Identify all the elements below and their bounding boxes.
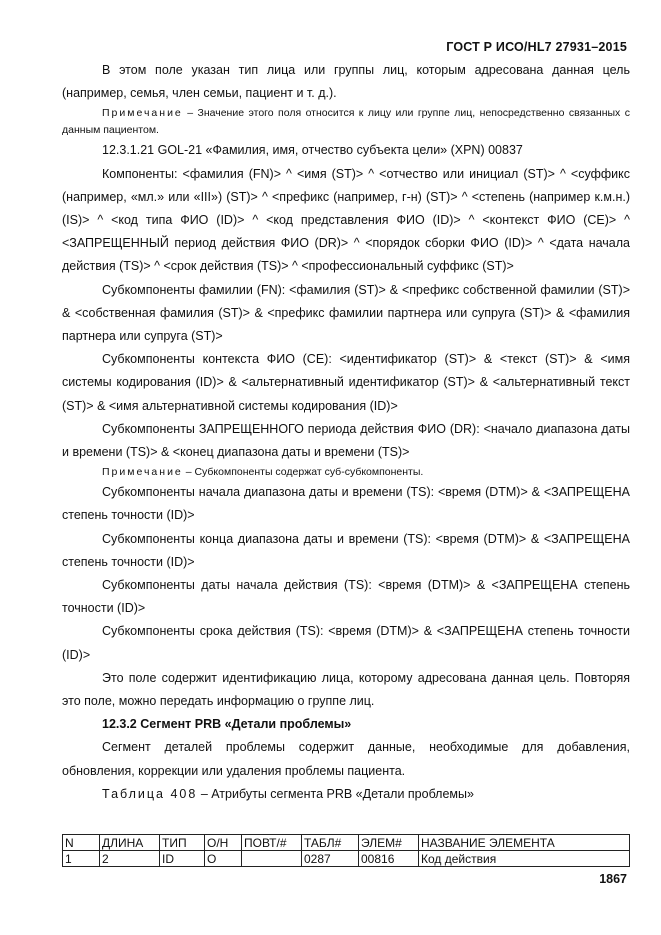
note-text: – Субкомпоненты содержат суб-субкомпоненты.	[182, 466, 424, 479]
paragraph: Субкомпоненты конца диапазона даты и времени (TS): <время (DTM)> & <ЗАПРЕЩЕНА степень точности (ID)>	[62, 531, 630, 569]
page-number: 1867	[599, 872, 627, 886]
table-caption	[62, 783, 630, 806]
section-heading: 12.3.2 Сегмент PRB «Детали проблемы»	[102, 717, 352, 732]
column-header: ПОВТ/#	[242, 835, 302, 851]
column-header: ДЛИНА	[100, 835, 160, 851]
column-header: НАЗВАНИЕ ЭЛЕМЕНТА	[419, 835, 630, 851]
table-cell: О	[205, 851, 242, 867]
paragraph: В этом поле указан тип лица или группы лиц, которым адресована данная цель (например, семья, член семьи, пациент и т. д.).	[62, 63, 630, 101]
table-cell: ID	[160, 851, 205, 867]
column-header: ЭЛЕМ#	[359, 835, 419, 851]
column-header: N	[63, 835, 100, 851]
attributes-table	[62, 834, 630, 867]
table-cell: 0287	[302, 851, 359, 867]
page-body	[62, 59, 630, 806]
table-header-row	[63, 835, 630, 851]
section-title: 12.3.1.21 GOL-21 «Фамилия, имя, отчество субъекта цели» (XPN) 00837	[102, 143, 523, 158]
table-cell	[242, 851, 302, 867]
paragraph: Это поле содержит идентификацию лица, которому адресована данная цель. Повторяя это поле, можно передать информацию о группе лиц.	[62, 670, 630, 709]
table-cell: 00816	[359, 851, 419, 867]
table-title: – Атрибуты сегмента PRB «Детали проблемы»	[197, 786, 474, 801]
paragraph: Субкомпоненты начала диапазона даты и времени (TS): <время (DTM)> & <ЗАПРЕЩЕНА степень точности (ID)>	[62, 485, 630, 523]
paragraph: Субкомпоненты ЗАПРЕЩЕННОГО периода действия ФИО (DR): <начало диапазона даты и времени (TS)> & <конец диапазона даты и времени (TS)>	[62, 421, 630, 460]
table-cell: 1	[63, 851, 100, 867]
paragraph: Субкомпоненты даты начала действия (TS): <время (DTM)> & <ЗАПРЕЩЕНА степень точности (ID)>	[62, 578, 630, 616]
note-text: – Значение этого поля относится к лицу или группе лиц, непосредственно связанных с данным пациентом.	[62, 107, 630, 137]
note-label: Примечание	[102, 466, 183, 479]
table-cell: Код действия	[419, 851, 630, 867]
paragraph: Сегмент деталей проблемы содержит данные, необходимые для добавления, обновления, коррекции или удаления проблемы пациента.	[62, 740, 630, 778]
column-header: О/Н	[205, 835, 242, 851]
paragraph: Субкомпоненты контекста ФИО (CE): <идентификатор (ST)> & <текст (ST)> & <имя системы кодирования (ID)> & <альтернативный идентификатор (ST)> & <альтернативный текст (ST)> & <имя альтернативной системы кодирования (ID)>	[62, 352, 630, 413]
document-header: ГОСТ Р ИСО/HL7 27931–2015	[446, 40, 627, 54]
column-header: ТИП	[160, 835, 205, 851]
column-header: ТАБЛ#	[302, 835, 359, 851]
table-label: Таблица 408	[102, 786, 198, 801]
note	[62, 105, 630, 139]
note	[62, 464, 630, 481]
paragraph: Субкомпоненты фамилии (FN): <фамилия (ST)> & <префикс собственной фамилии (ST)> & <собственная фамилия (ST)> & <префикс фамилии партнера или супруга (ST)> & <фамилия партнера или супруга (ST)>	[62, 282, 630, 344]
paragraph: Субкомпоненты срока действия (TS): <время (DTM)> & <ЗАПРЕЩЕНА степень точности (ID)>	[62, 624, 630, 662]
table-cell: 2	[100, 851, 160, 867]
table-row	[63, 851, 630, 867]
note-label: Примечание	[102, 107, 183, 120]
paragraph: Компоненты: <фамилия (FN)> ^ <имя (ST)> ^ <отчество или инициал (ST)> ^ <суффикс (например, «мл.» или «III») (ST)> ^ <префикс (например, г-н) (ST)> ^ <степень (например к.м.н.) (IS)> ^ <код типа ФИО (ID)> ^ <код представления ФИО (ID)> ^ <контекст ФИО (CE)> ^ <ЗАПРЕЩЕННЫЙ период действия ФИО (DR)> ^ <порядок сборки ФИО (ID)> ^ <дата начала действия (TS)> ^ <срок действия (TS)> ^ <профессиональный суффикс (ST)>	[62, 166, 630, 274]
